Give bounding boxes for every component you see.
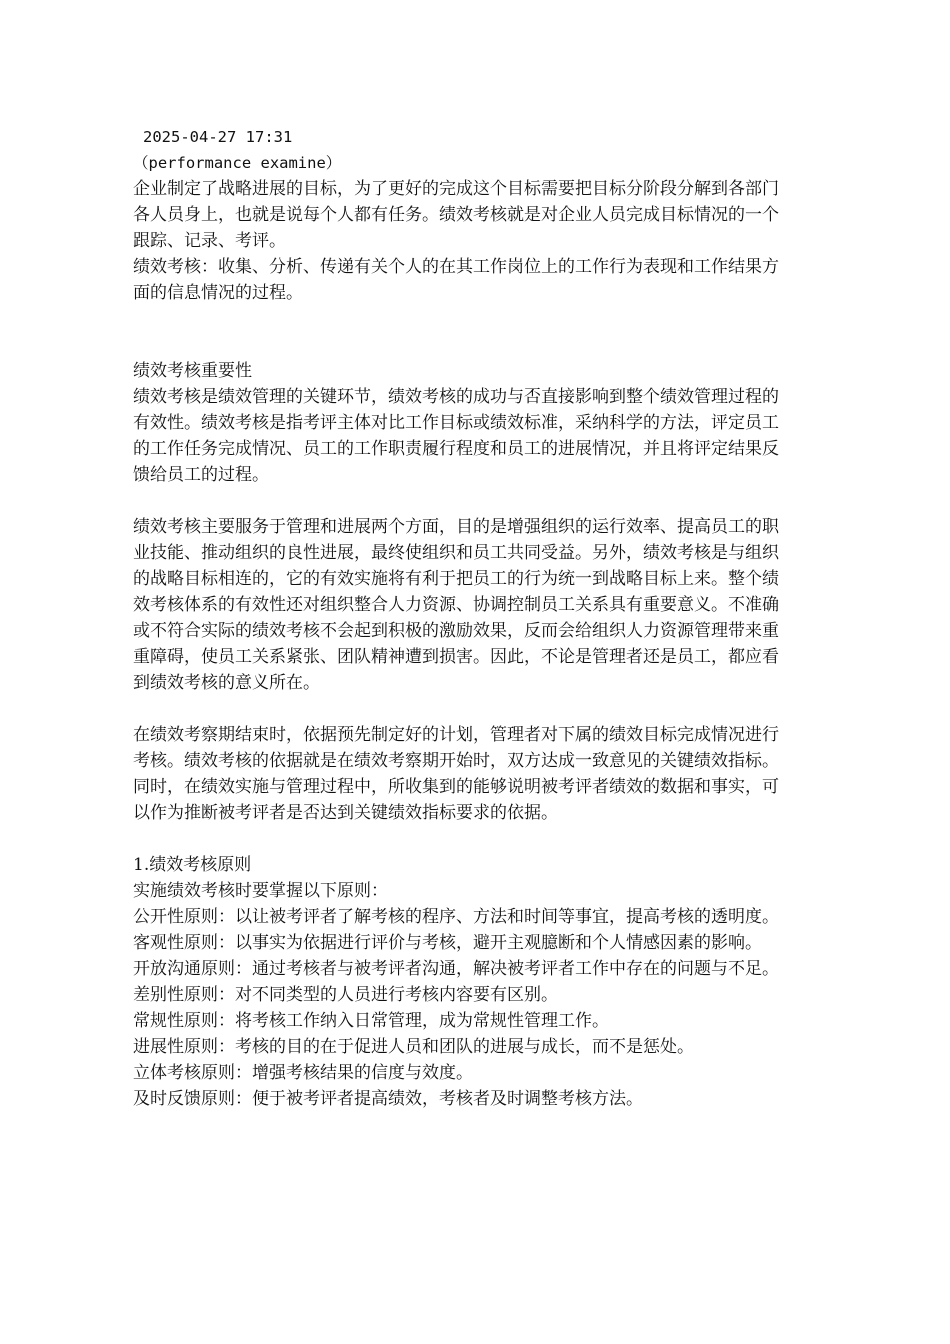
document-body <box>133 124 788 1112</box>
principle-item: 进展性原则：考核的目的在于促进人员和团队的进展与成长，而不是惩处。 <box>133 1037 694 1057</box>
subtitle: （performance examine） <box>133 154 342 172</box>
principle-item: 差别性原则：对不同类型的人员进行考核内容要有区别。 <box>133 985 558 1005</box>
principle-item: 常规性原则：将考核工作纳入日常管理，成为常规性管理工作。 <box>133 1011 609 1031</box>
importance-paragraph-1: 绩效考核是绩效管理的关键环节，绩效考核的成功与否直接影响到整个绩效管理过程的有效性。绩效考核是指考评主体对比工作目标或绩效标准，采纳科学的方法，评定员工的工作任务完成情况、员工的工作职责履行程度和员工的进展情况，并且将评定结果反馈给员工的过程。 <box>133 387 779 485</box>
principle-item: 公开性原则：以让被考评者了解考核的程序、方法和时间等事宜，提高考核的透明度。 <box>133 907 779 927</box>
timestamp: 2025-04-27 17:31 <box>143 128 293 146</box>
intro-paragraph-2: 绩效考核：收集、分析、传递有关个人的在其工作岗位上的工作行为表现和工作结果方面的信息情况的过程。 <box>133 257 779 303</box>
spacer <box>133 488 788 514</box>
spacer <box>133 696 788 722</box>
intro-paragraph-1: 企业制定了战略进展的目标，为了更好的完成这个目标需要把目标分阶段分解到各部门各人员身上，也就是说每个人都有任务。绩效考核就是对企业人员完成目标情况的一个跟踪、记录、考评。 <box>133 179 779 251</box>
principle-item: 及时反馈原则：便于被考评者提高绩效，考核者及时调整考核方法。 <box>133 1089 643 1109</box>
principle-item: 开放沟通原则：通过考核者与被考评者沟通，解决被考评者工作中存在的问题与不足。 <box>133 959 779 979</box>
spacer <box>133 826 788 852</box>
principles-heading: 1.绩效考核原则 <box>133 855 252 875</box>
importance-paragraph-3: 在绩效考察期结束时，依据预先制定好的计划，管理者对下属的绩效目标完成情况进行考核。绩效考核的依据就是在绩效考察期开始时，双方达成一致意见的关键绩效指标。同时，在绩效实施与管理过程中，所收集到的能够说明被考评者绩效的数据和事实，可以作为推断被考评者是否达到关键绩效指标要求的依据。 <box>133 725 779 823</box>
spacer <box>133 306 788 358</box>
principles-intro: 实施绩效考核时要掌握以下原则： <box>133 881 388 901</box>
principle-item: 立体考核原则：增强考核结果的信度与效度。 <box>133 1063 473 1083</box>
importance-heading: 绩效考核重要性 <box>133 361 252 381</box>
principle-item: 客观性原则：以事实为依据进行评价与考核，避开主观臆断和个人情感因素的影响。 <box>133 933 762 953</box>
importance-paragraph-2: 绩效考核主要服务于管理和进展两个方面，目的是增强组织的运行效率、提高员工的职业技能、推动组织的良性进展，最终使组织和员工共同受益。另外，绩效考核是与组织的战略目标相连的，它的有效实施将有利于把员工的行为统一到战略目标上来。整个绩效考核体系的有效性还对组织整合人力资源、协调控制员工关系具有重要意义。不准确或不符合实际的绩效考核不会起到积极的激励效果，反而会给组织人力资源管理带来重重障碍，使员工关系紧张、团队精神遭到损害。因此，不论是管理者还是员工，都应看到绩效考核的意义所在。 <box>133 517 779 693</box>
